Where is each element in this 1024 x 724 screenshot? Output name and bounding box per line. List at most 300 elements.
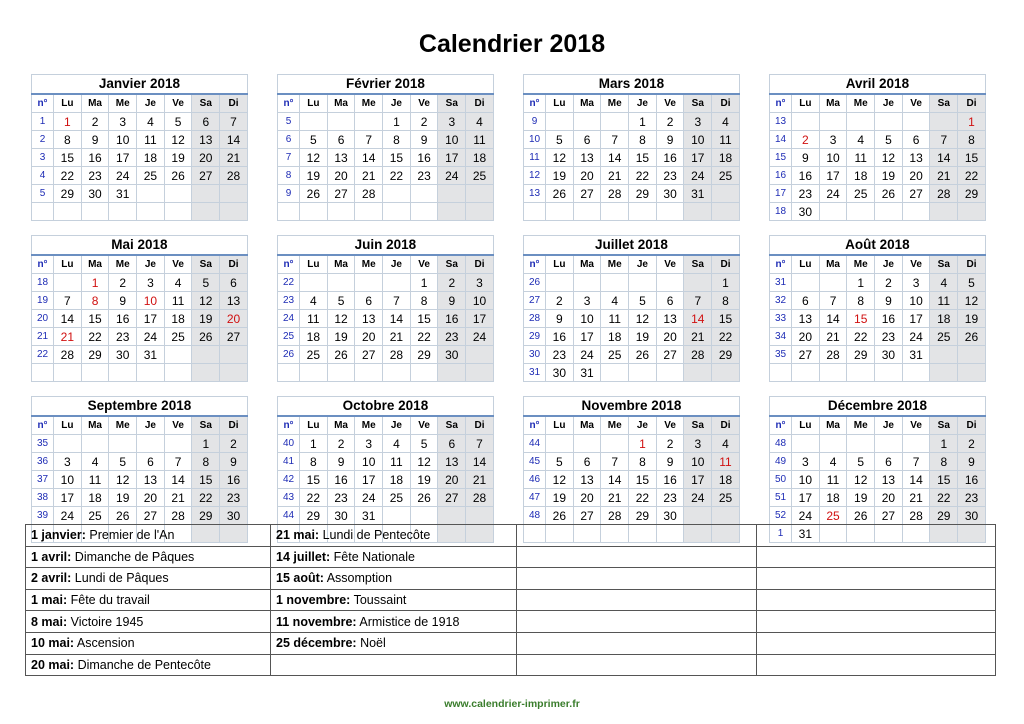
holiday-name: Victoire 1945: [67, 614, 144, 629]
day-cell: 24: [54, 507, 82, 525]
day-header: Me: [601, 94, 629, 113]
week-header: n°: [278, 94, 300, 113]
week-header: n°: [524, 94, 546, 113]
holiday-date: 1 janvier:: [31, 528, 86, 543]
day-cell: [327, 113, 355, 131]
day-cell: 9: [792, 149, 820, 167]
day-header: Je: [383, 416, 411, 435]
day-cell: 21: [601, 489, 629, 507]
day-cell: [220, 203, 248, 221]
day-cell: 13: [220, 292, 248, 310]
day-cell: 16: [220, 471, 248, 489]
day-header: Lu: [300, 255, 328, 274]
day-cell: 22: [410, 328, 438, 346]
day-cell: [192, 203, 220, 221]
day-cell: 10: [54, 471, 82, 489]
day-header: Ma: [573, 255, 601, 274]
day-cell: 20: [438, 471, 466, 489]
day-header: Ma: [573, 416, 601, 435]
day-cell: 10: [137, 292, 165, 310]
day-cell: 25: [383, 489, 411, 507]
day-header: Ma: [573, 94, 601, 113]
day-cell: [819, 203, 847, 221]
day-cell: [546, 274, 574, 292]
day-cell: 6: [327, 131, 355, 149]
day-header: Sa: [192, 94, 220, 113]
day-cell: 18: [819, 489, 847, 507]
day-cell: 23: [438, 328, 466, 346]
day-cell: 11: [300, 310, 328, 328]
holiday-date: 25 décembre:: [276, 636, 357, 651]
week-number: 22: [32, 346, 54, 364]
day-cell: 10: [109, 131, 137, 149]
week-number: 31: [770, 274, 792, 292]
day-cell: 1: [54, 113, 82, 131]
day-cell: 15: [81, 310, 109, 328]
month-title: Juin 2018: [278, 236, 494, 256]
day-cell: 3: [54, 453, 82, 471]
day-cell: 12: [847, 471, 875, 489]
day-cell: 11: [712, 453, 740, 471]
day-cell: 11: [601, 310, 629, 328]
day-cell: 11: [164, 292, 192, 310]
day-cell: 5: [875, 131, 903, 149]
week-number: 5: [278, 113, 300, 131]
holiday-date: 1 novembre:: [276, 593, 351, 608]
day-cell: 26: [192, 328, 220, 346]
day-cell: [792, 274, 820, 292]
day-cell: [629, 364, 657, 382]
day-header: Ma: [81, 416, 109, 435]
day-cell: [466, 185, 494, 203]
day-cell: 16: [656, 149, 684, 167]
day-header: Sa: [684, 255, 712, 274]
day-cell: 23: [656, 167, 684, 185]
day-header: Ma: [819, 416, 847, 435]
week-header: n°: [278, 255, 300, 274]
day-cell: [930, 203, 958, 221]
day-cell: [355, 203, 383, 221]
day-cell: 27: [355, 346, 383, 364]
day-cell: [109, 203, 137, 221]
day-cell: 21: [902, 489, 930, 507]
day-cell: [601, 203, 629, 221]
day-cell: 9: [958, 453, 986, 471]
day-cell: 13: [355, 310, 383, 328]
day-cell: 15: [300, 471, 328, 489]
day-cell: 27: [327, 185, 355, 203]
day-cell: 28: [684, 346, 712, 364]
holiday-name: Fête Nationale: [330, 549, 415, 564]
day-header: Je: [629, 94, 657, 113]
day-cell: [192, 346, 220, 364]
day-cell: 14: [164, 471, 192, 489]
day-cell: 1: [410, 274, 438, 292]
day-cell: 21: [54, 328, 82, 346]
day-cell: 12: [164, 131, 192, 149]
month-calendar: [277, 235, 494, 382]
day-cell: [819, 113, 847, 131]
day-cell: 3: [355, 435, 383, 453]
day-cell: [792, 364, 820, 382]
day-cell: 14: [930, 149, 958, 167]
holiday-name: Toussaint: [350, 593, 407, 608]
day-cell: 1: [81, 274, 109, 292]
day-cell: 28: [930, 185, 958, 203]
day-cell: [137, 435, 165, 453]
day-cell: 15: [958, 149, 986, 167]
day-cell: 7: [601, 131, 629, 149]
day-cell: 2: [546, 292, 574, 310]
day-header: Je: [875, 255, 903, 274]
day-cell: 29: [958, 185, 986, 203]
day-cell: [466, 364, 494, 382]
day-cell: [958, 346, 986, 364]
day-cell: 6: [902, 131, 930, 149]
day-cell: 7: [930, 131, 958, 149]
day-cell: 26: [847, 507, 875, 525]
day-cell: 16: [656, 471, 684, 489]
month-title: Mai 2018: [32, 236, 248, 256]
day-header: Me: [355, 94, 383, 113]
day-cell: 2: [875, 274, 903, 292]
day-cell: [712, 507, 740, 525]
day-header: Sa: [438, 255, 466, 274]
day-header: Ve: [410, 94, 438, 113]
day-cell: 12: [546, 149, 574, 167]
day-cell: 23: [109, 328, 137, 346]
day-cell: [164, 185, 192, 203]
day-cell: [902, 364, 930, 382]
day-cell: 14: [383, 310, 411, 328]
day-cell: 21: [684, 328, 712, 346]
day-cell: [847, 435, 875, 453]
day-cell: 4: [137, 113, 165, 131]
day-cell: 30: [81, 185, 109, 203]
day-cell: [601, 274, 629, 292]
day-cell: [656, 364, 684, 382]
week-header: n°: [32, 94, 54, 113]
day-cell: 28: [902, 507, 930, 525]
day-cell: 13: [656, 310, 684, 328]
day-cell: 31: [792, 525, 820, 543]
day-cell: 20: [902, 167, 930, 185]
week-number: 49: [770, 453, 792, 471]
day-header: Ve: [902, 416, 930, 435]
day-cell: [383, 203, 411, 221]
holiday-cell: [757, 611, 996, 633]
week-number: 3: [32, 149, 54, 167]
day-cell: 24: [355, 489, 383, 507]
day-header: Sa: [438, 94, 466, 113]
day-cell: 23: [546, 346, 574, 364]
day-cell: 28: [54, 346, 82, 364]
month-calendar: [769, 235, 986, 382]
week-number: 14: [770, 131, 792, 149]
day-cell: 8: [192, 453, 220, 471]
week-number: 42: [278, 471, 300, 489]
day-cell: [438, 185, 466, 203]
day-header: Lu: [54, 416, 82, 435]
day-cell: 8: [410, 292, 438, 310]
day-cell: 15: [192, 471, 220, 489]
holiday-name: Noël: [356, 636, 386, 651]
day-cell: 31: [355, 507, 383, 525]
holidays-table: [25, 524, 996, 676]
week-number: 1: [32, 113, 54, 131]
day-header: Ve: [164, 94, 192, 113]
day-cell: [220, 364, 248, 382]
holiday-cell: [271, 589, 517, 611]
week-number: 18: [32, 274, 54, 292]
holiday-name: Fête du travail: [67, 593, 150, 608]
month-calendar: [277, 396, 494, 543]
day-cell: 26: [327, 346, 355, 364]
day-cell: 4: [383, 435, 411, 453]
day-cell: 7: [54, 292, 82, 310]
day-cell: 13: [875, 471, 903, 489]
day-cell: 11: [466, 131, 494, 149]
day-cell: 6: [573, 131, 601, 149]
day-cell: 8: [54, 131, 82, 149]
day-cell: 14: [601, 149, 629, 167]
day-cell: 15: [930, 471, 958, 489]
week-number: 35: [770, 346, 792, 364]
day-cell: 27: [438, 489, 466, 507]
week-number: 24: [278, 310, 300, 328]
holiday-cell: [757, 632, 996, 654]
day-cell: 23: [792, 185, 820, 203]
day-cell: 28: [819, 346, 847, 364]
day-cell: 13: [573, 471, 601, 489]
day-cell: [847, 364, 875, 382]
day-cell: 12: [192, 292, 220, 310]
week-number: [32, 203, 54, 221]
day-cell: 14: [466, 453, 494, 471]
month-title: Novembre 2018: [524, 397, 740, 417]
week-number: 21: [32, 328, 54, 346]
day-cell: 22: [847, 328, 875, 346]
day-cell: 14: [220, 131, 248, 149]
months-grid: [31, 74, 985, 543]
day-cell: 10: [573, 310, 601, 328]
day-cell: 9: [875, 292, 903, 310]
day-cell: 15: [629, 471, 657, 489]
day-cell: [54, 203, 82, 221]
day-cell: [875, 113, 903, 131]
day-cell: 27: [902, 185, 930, 203]
day-cell: 19: [327, 328, 355, 346]
day-header: Me: [601, 255, 629, 274]
day-cell: [792, 435, 820, 453]
week-header: n°: [770, 255, 792, 274]
holiday-cell: [271, 525, 517, 547]
week-number: [32, 364, 54, 382]
day-cell: 6: [438, 435, 466, 453]
day-cell: 1: [300, 435, 328, 453]
day-cell: 13: [438, 453, 466, 471]
day-cell: 28: [466, 489, 494, 507]
day-cell: [383, 274, 411, 292]
day-cell: 6: [792, 292, 820, 310]
day-cell: 1: [847, 274, 875, 292]
day-cell: 18: [712, 149, 740, 167]
week-number: 9: [278, 185, 300, 203]
week-number: 26: [524, 274, 546, 292]
day-cell: 3: [684, 435, 712, 453]
holiday-name: Lundi de Pâques: [71, 571, 169, 586]
holiday-cell: [517, 611, 757, 633]
day-cell: 8: [383, 131, 411, 149]
day-cell: 13: [327, 149, 355, 167]
day-cell: 9: [220, 453, 248, 471]
day-cell: 1: [712, 274, 740, 292]
day-header: Ve: [656, 416, 684, 435]
day-cell: [81, 364, 109, 382]
day-cell: [712, 185, 740, 203]
day-cell: [81, 435, 109, 453]
day-cell: 21: [164, 489, 192, 507]
day-cell: 12: [327, 310, 355, 328]
day-cell: 1: [930, 435, 958, 453]
week-number: 23: [278, 292, 300, 310]
day-cell: 27: [573, 507, 601, 525]
day-header: Sa: [684, 94, 712, 113]
footer-url[interactable]: www.calendrier-imprimer.fr: [444, 698, 580, 710]
day-cell: [355, 113, 383, 131]
day-cell: 7: [355, 131, 383, 149]
day-cell: 13: [192, 131, 220, 149]
day-cell: 1: [958, 113, 986, 131]
week-number: 13: [770, 113, 792, 131]
holiday-date: 8 mai:: [31, 614, 68, 629]
day-header: Di: [958, 94, 986, 113]
day-cell: 23: [220, 489, 248, 507]
day-cell: 12: [958, 292, 986, 310]
day-header: Ve: [902, 94, 930, 113]
week-number: 10: [524, 131, 546, 149]
day-cell: 8: [629, 131, 657, 149]
day-cell: 7: [220, 113, 248, 131]
month-calendar: [769, 396, 986, 543]
month-calendar: [523, 396, 740, 543]
day-cell: 28: [164, 507, 192, 525]
day-cell: 29: [81, 346, 109, 364]
day-cell: 11: [383, 453, 411, 471]
day-cell: 2: [327, 435, 355, 453]
month-title: Février 2018: [278, 75, 494, 95]
day-cell: [300, 203, 328, 221]
week-number: [770, 364, 792, 382]
day-cell: [300, 274, 328, 292]
holiday-date: 15 août:: [276, 571, 324, 586]
day-cell: 20: [875, 489, 903, 507]
day-header: Lu: [300, 416, 328, 435]
day-cell: 9: [109, 292, 137, 310]
day-cell: 30: [958, 507, 986, 525]
day-cell: 17: [355, 471, 383, 489]
day-cell: 13: [902, 149, 930, 167]
day-cell: 11: [847, 149, 875, 167]
day-cell: 4: [300, 292, 328, 310]
day-header: Je: [629, 255, 657, 274]
day-header: Ma: [327, 416, 355, 435]
week-number: 41: [278, 453, 300, 471]
week-number: 33: [770, 310, 792, 328]
day-cell: [601, 435, 629, 453]
holiday-name: Lundi de Pentecôte: [319, 528, 431, 543]
holiday-cell: [26, 632, 271, 654]
day-header: Sa: [684, 416, 712, 435]
day-cell: [819, 364, 847, 382]
holiday-row: [26, 611, 996, 633]
day-cell: 14: [684, 310, 712, 328]
day-cell: 29: [847, 346, 875, 364]
day-cell: [327, 364, 355, 382]
day-header: Ma: [81, 255, 109, 274]
day-cell: [601, 113, 629, 131]
day-cell: 20: [137, 489, 165, 507]
day-cell: 14: [54, 310, 82, 328]
day-cell: [137, 203, 165, 221]
day-cell: [573, 203, 601, 221]
month-title: Octobre 2018: [278, 397, 494, 417]
day-cell: 14: [819, 310, 847, 328]
day-cell: [383, 364, 411, 382]
month-calendar: [769, 74, 986, 221]
day-cell: [712, 364, 740, 382]
day-cell: [164, 364, 192, 382]
holiday-date: 1 mai:: [31, 593, 68, 608]
month-title: Juillet 2018: [524, 236, 740, 256]
day-header: Lu: [792, 94, 820, 113]
day-cell: 2: [220, 435, 248, 453]
day-header: Sa: [930, 94, 958, 113]
day-cell: [383, 507, 411, 525]
month-title: Août 2018: [770, 236, 986, 256]
day-cell: 10: [684, 453, 712, 471]
week-number: 7: [278, 149, 300, 167]
day-cell: 2: [438, 274, 466, 292]
holiday-date: 2 avril:: [31, 571, 72, 586]
day-cell: 25: [137, 167, 165, 185]
week-number: [278, 203, 300, 221]
day-header: Me: [847, 416, 875, 435]
holiday-cell: [757, 525, 996, 547]
day-cell: [355, 274, 383, 292]
day-cell: 25: [164, 328, 192, 346]
month-calendar: [277, 74, 494, 221]
day-cell: [573, 274, 601, 292]
day-cell: 31: [902, 346, 930, 364]
day-cell: 30: [656, 185, 684, 203]
day-header: Lu: [54, 255, 82, 274]
holiday-name: Dimanche de Pentecôte: [74, 657, 211, 672]
day-cell: 6: [656, 292, 684, 310]
day-cell: 18: [466, 149, 494, 167]
month-calendar: [523, 74, 740, 221]
day-cell: 9: [546, 310, 574, 328]
day-cell: 11: [712, 131, 740, 149]
day-cell: 26: [629, 346, 657, 364]
day-header: Lu: [792, 255, 820, 274]
day-cell: [327, 274, 355, 292]
week-number: 17: [770, 185, 792, 203]
week-number: 6: [278, 131, 300, 149]
page-title: Calendrier 2018: [418, 30, 606, 58]
day-header: Lu: [792, 416, 820, 435]
holiday-row: [26, 546, 996, 568]
